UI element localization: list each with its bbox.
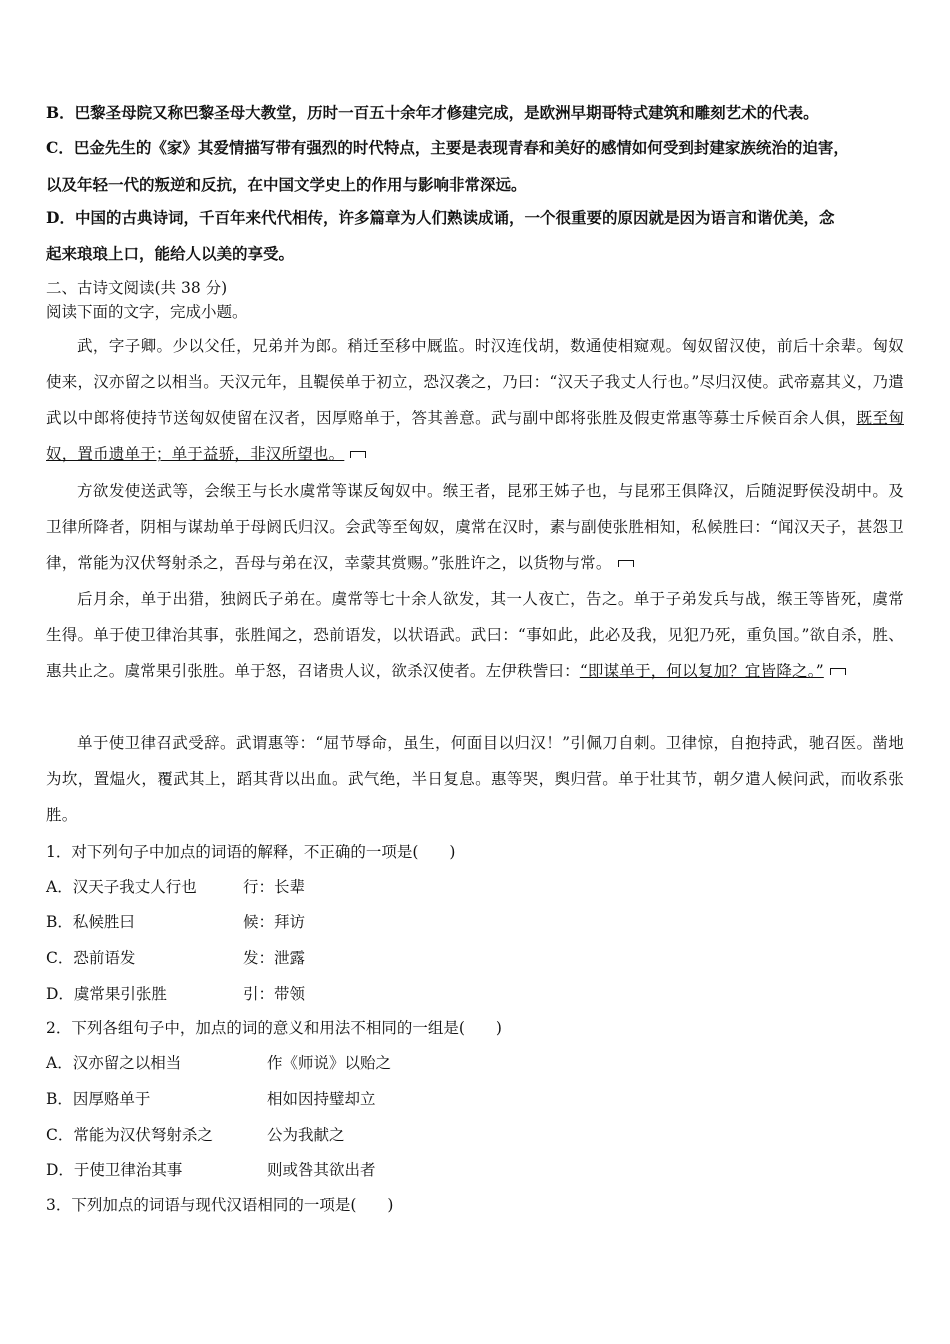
passage-p4-text: 单于使卫律召武受辞。武谓惠等：“屈节辱命，虽生，何面目以归汉！”引佩刀自刺。卫律惊，自抱持武，驰召医。凿地为坎，置煴火，覆武其上，蹈其背以出血。武气绝，半日复息。惠等哭，舆归营。单于壮其节，朝夕遣人候问武，而收系张胜。 (46, 734, 904, 824)
q1-option-b: B．私候胜曰 候：拜访 (46, 913, 306, 931)
q1-option-a-gloss: 行：长辈 (243, 878, 306, 896)
question-1-stem: 1．对下列句子中加点的词语的解释，不正确的一项是( ) (46, 843, 456, 861)
answer-mark-icon (618, 560, 634, 567)
option-b-prev: B．巴黎圣母院又称巴黎圣母大教堂，历时一百五十余年才修建完成，是欧洲早期哥特式建筑和雕刻艺术的代表。 (46, 103, 819, 122)
question-2-stem: 2．下列各组句子中，加点的词的意义和用法不相同的一组是( ) (46, 1019, 502, 1037)
q1-option-d: D．虞常果引张胜 引：带领 (46, 985, 306, 1003)
q1-option-a: A．汉天子我丈人行也 行：长辈 (46, 878, 306, 896)
q2-option-a-gloss: 作《师说》以贻之 (267, 1054, 392, 1072)
passage-p1-underlined: 既至匈奴，置币遗单于；单于益骄，非汉所望也。 (46, 409, 904, 463)
q2-option-b-gloss: 相如因持璧却立 (267, 1090, 376, 1108)
passage-paragraph-1 (46, 328, 904, 472)
answer-mark-icon (830, 668, 846, 675)
q2-option-c: C．常能为汉伏弩射杀之 公为我献之 (46, 1126, 345, 1144)
answer-mark-icon (350, 451, 366, 458)
q2-option-a: A．汉亦留之以相当 作《师说》以贻之 (46, 1054, 392, 1072)
option-c-prev: C．巴金先生的《家》其爱情描写带有强烈的时代特点，主要是表现青春和美好的感情如何受到封建家族统治的迫害， (46, 138, 849, 157)
option-d-prev: D．中国的古典诗词，千百年来代代相传，许多篇章为人们熟读成诵，一个很重要的原因就是因为语言和谐优美，念 (46, 208, 835, 227)
passage-p3-underlined: “即谋单于，何以复加？宜皆降之。” (579, 662, 824, 680)
passage-paragraph-2 (46, 473, 904, 581)
q1-option-c-gloss: 发：泄露 (243, 949, 306, 967)
q1-option-d-gloss: 引：带领 (243, 985, 306, 1003)
passage-p1-text: 武，字子卿。少以父任，兄弟并为郎。稍迁至移中厩监。时汉连伐胡，数通使相窥观。匈奴留汉使，前后十余辈。匈奴使来，汉亦留之以相当。天汉元年，且鞮侯单于初立，恐汉袭之，乃曰：“汉天子我丈人行也。”尽归汉使。武帝嘉其义，乃遣武以中郎将使持节送匈奴使留在汉者，因厚赂单于，答其善意。武与副中郎将张胜及假吏常惠等募士斥候百余人俱， (46, 337, 904, 427)
q1-option-b-gloss: 候：拜访 (243, 913, 306, 931)
q1-option-c: C．恐前语发 发：泄露 (46, 949, 306, 967)
section-instruction: 阅读下面的文字，完成小题。 (46, 303, 248, 321)
q2-option-d: D．于使卫律治其事 则或咎其欲出者 (46, 1161, 376, 1179)
section-title: 二、古诗文阅读(共 38 分) (46, 279, 228, 297)
option-c-prev-cont: 以及年轻一代的叛逆和反抗，在中国文学史上的作用与影响非常深远。 (46, 175, 527, 194)
question-3-stem: 3．下列加点的词语与现代汉语相同的一项是( ) (46, 1196, 394, 1214)
q2-option-d-gloss: 则或咎其欲出者 (267, 1161, 376, 1179)
passage-p3-text: 后月余，单于出猎，独阏氏子弟在。虞常等七十余人欲发，其一人夜亡，告之。单于子弟发兵与战，缑王等皆死，虞常生得。单于使卫律治其事，张胜闻之，恐前语发，以状语武。武曰：“事如此，此必及我，见犯乃死，重负国。”欲自杀，胜、惠共止之。虞常果引张胜。单于怒，召诸贵人议，欲杀汉使者。左伊秩訾曰： (46, 590, 904, 680)
passage-paragraph-3 (46, 581, 904, 689)
option-d-prev-cont: 起来琅琅上口，能给人以美的享受。 (46, 244, 295, 263)
passage-paragraph-4 (46, 725, 904, 833)
passage-p2-text: 方欲发使送武等，会缑王与长水虞常等谋反匈奴中。缑王者，昆邪王姊子也，与昆邪王俱降汉，后随浞野侯没胡中。及卫律所降者，阴相与谋劫单于母阏氏归汉。会武等至匈奴，虞常在汉时，素与副使张胜相知，私候胜曰：“闻汉天子，甚怨卫律，常能为汉伏弩射杀之，吾母与弟在汉，幸蒙其赏赐。”张胜许之，以货物与常。 (46, 482, 904, 572)
q2-option-b: B．因厚赂单于 相如因持璧却立 (46, 1090, 376, 1108)
q2-option-c-gloss: 公为我献之 (267, 1126, 345, 1144)
